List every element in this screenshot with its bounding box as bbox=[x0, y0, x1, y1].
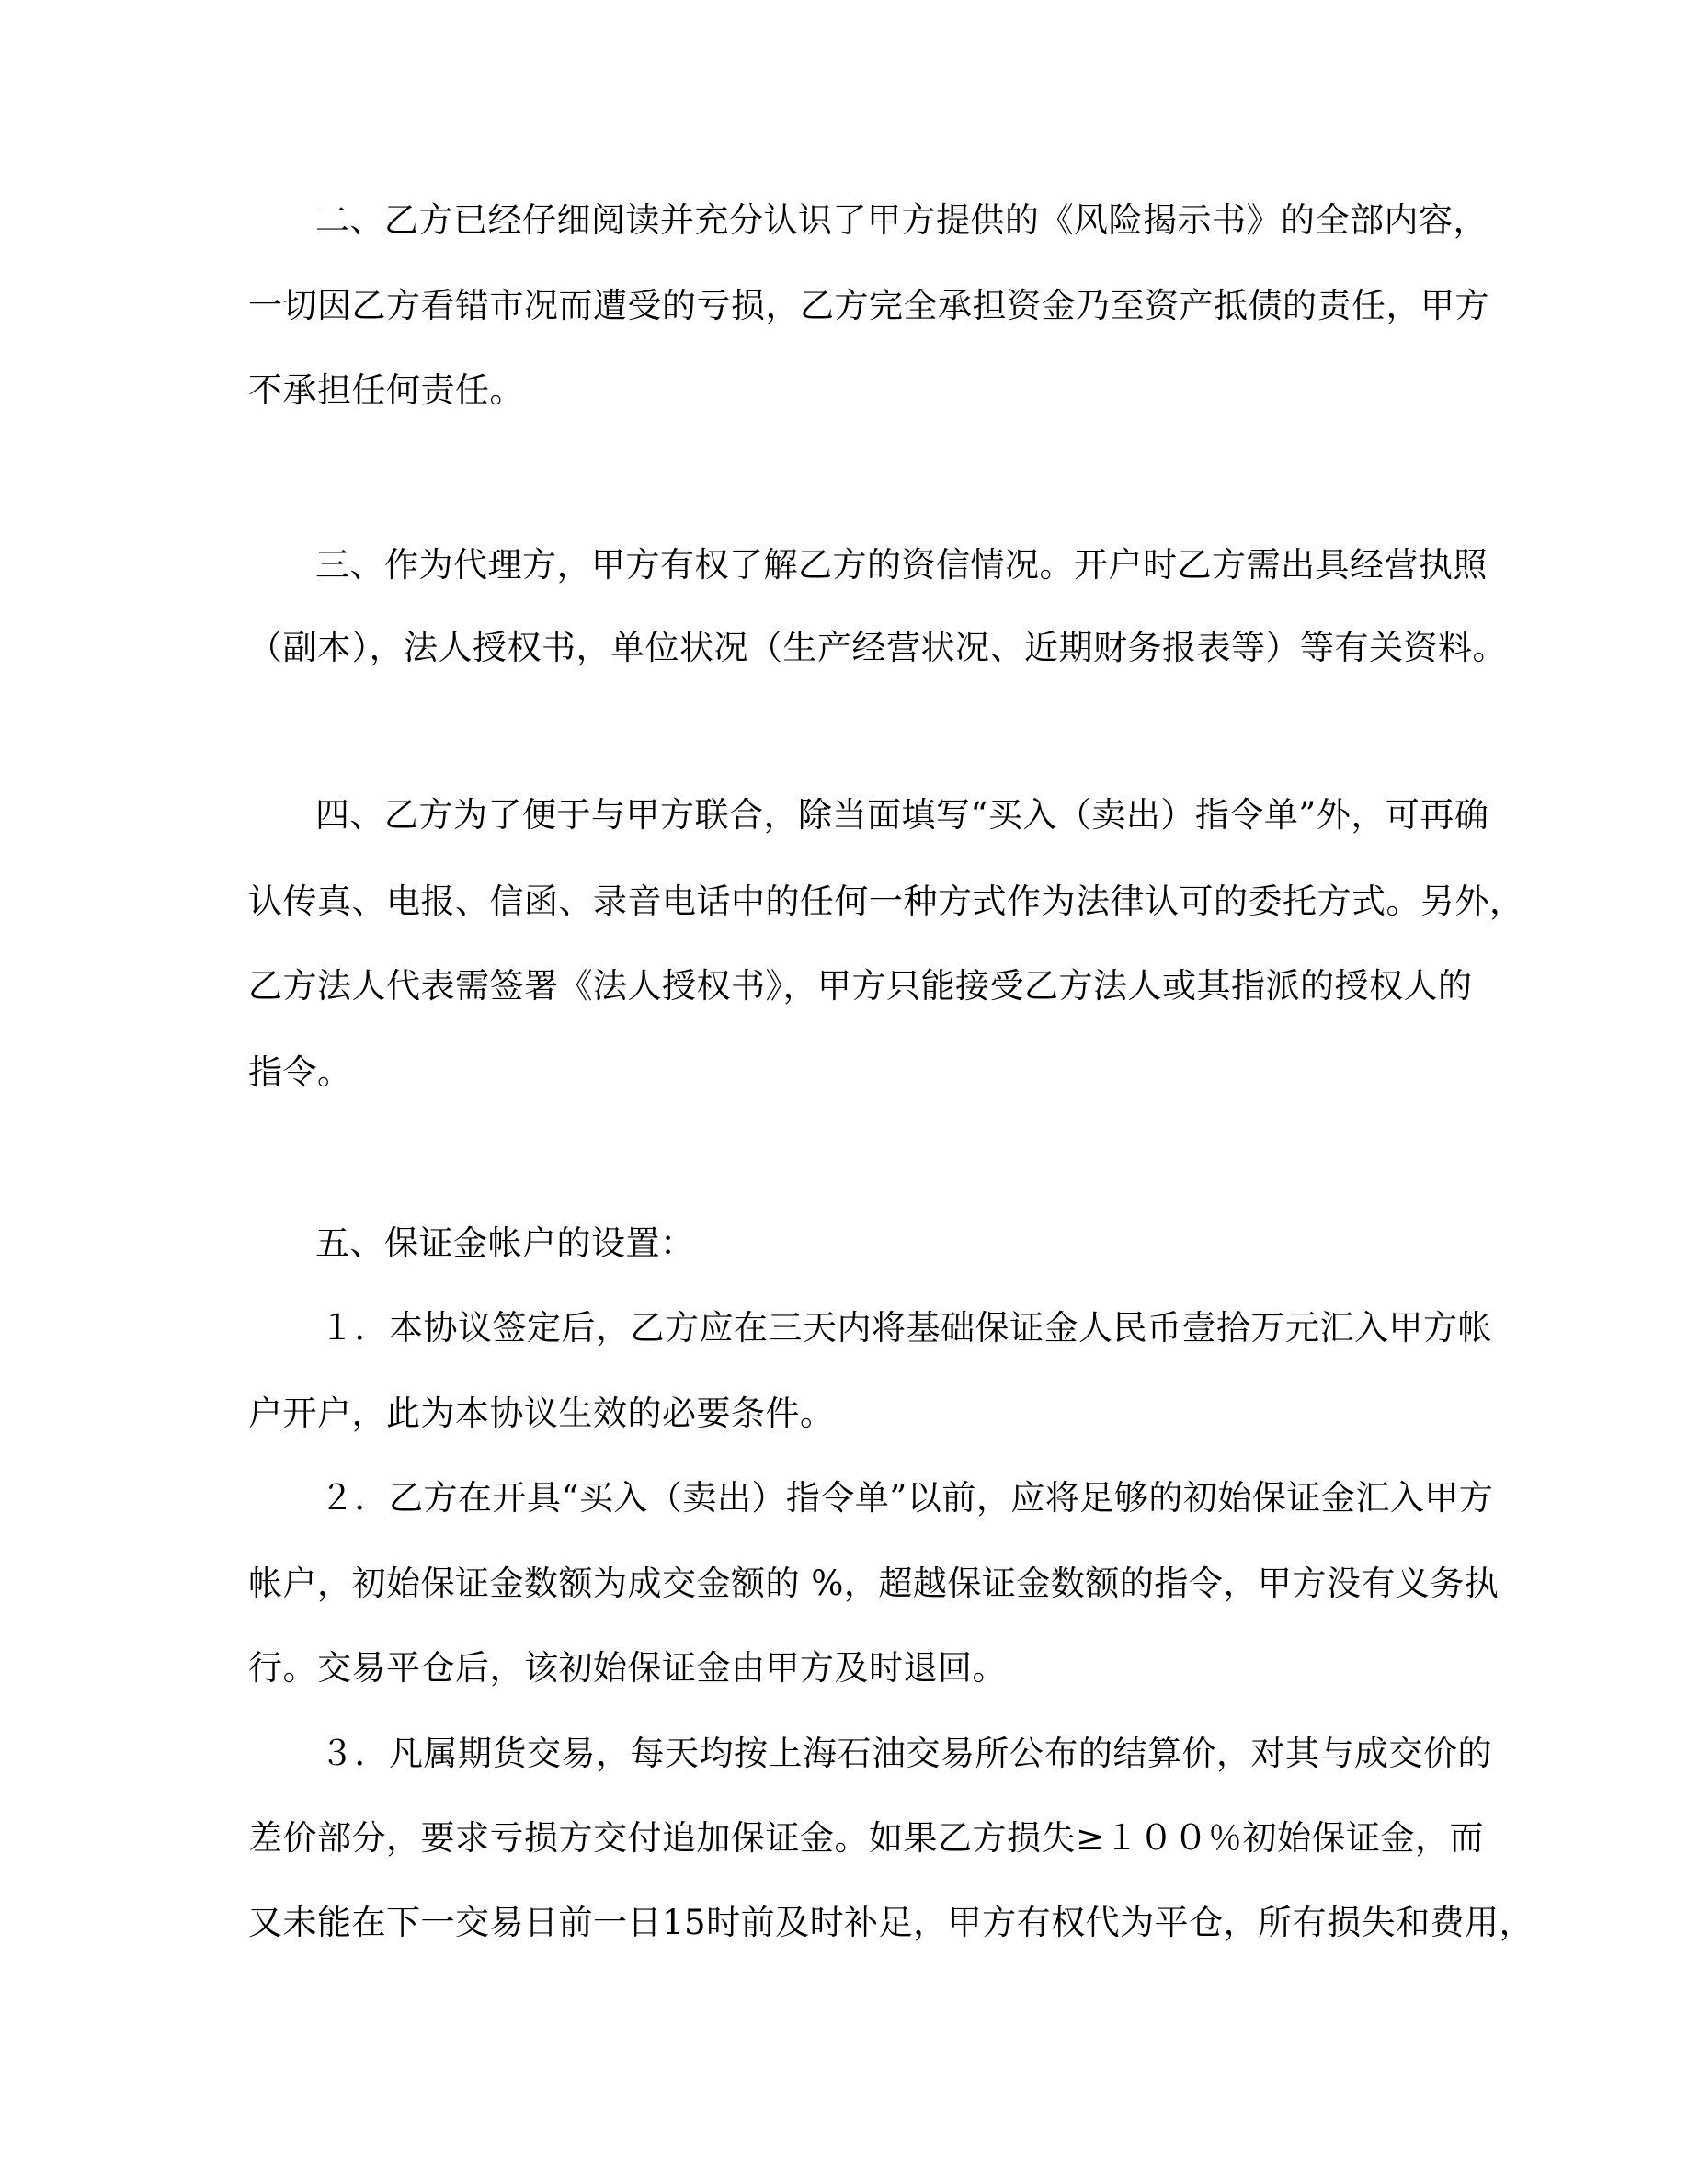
section-4-line-1: 四、乙方为了便于与甲方联合，除当面填写“买入（卖出）指令单”外，可再确 bbox=[315, 795, 1489, 835]
section-4-line-2: 认传真、电报、信函、录音电话中的任何一种方式作为法律认可的委托方式。另外， bbox=[248, 882, 1524, 921]
section-2-line-2: 一切因乙方看错市况而遭受的亏损，乙方完全承担资金乃至资产抵债的责任，甲方 bbox=[248, 286, 1489, 325]
section-5-item-2-line-2: 帐户，初始保证金数额为成交金额的 %，超越保证金数额的指令，甲方没有义务执 bbox=[248, 1564, 1500, 1603]
section-2-line-3: 不承担任何责任。 bbox=[248, 370, 524, 410]
section-5-item-2-line-3: 行。交易平仓后，该初始保证金由甲方及时退回。 bbox=[248, 1648, 1007, 1688]
section-5-item-2-line-1: ２．乙方在开具“买入（卖出）指令单”以前，应将足够的初始保证金汇入甲方 bbox=[320, 1478, 1494, 1518]
section-2-line-1: 二、乙方已经仔细阅读并充分认识了甲方提供的《风险揭示书》的全部内容， bbox=[315, 200, 1488, 240]
section-5-item-3-line-2: 差价部分，要求亏损方交付追加保证金。如果乙方损失≥１００％初始保证金，而 bbox=[248, 1818, 1484, 1858]
section-5-item-1-line-1: １．本协议签定后，乙方应在三天内将基础保证金人民币壹拾万元汇入甲方帐 bbox=[320, 1308, 1492, 1348]
section-3-line-2: （副本），法人授权书，单位状况（生产经营状况、近期财务报表等）等有关资料。 bbox=[248, 628, 1507, 667]
section-5-heading: 五、保证金帐户的设置： bbox=[315, 1223, 695, 1263]
section-4-line-4: 指令。 bbox=[248, 1052, 352, 1092]
section-5-item-3-line-1: ３．凡属期货交易，每天均按上海石油交易所公布的结算价，对其与成交价的 bbox=[320, 1734, 1492, 1773]
section-5-item-1-line-2: 户开户，此为本协议生效的必要条件。 bbox=[248, 1393, 835, 1433]
section-4-line-3: 乙方法人代表需签署《法人授权书》，甲方只能接受乙方法人或其指派的授权人的 bbox=[248, 966, 1473, 1006]
section-3-line-1: 三、作为代理方，甲方有权了解乙方的资信情况。开户时乙方需出具经营执照 bbox=[315, 545, 1488, 585]
section-5-item-3-line-3: 又未能在下一交易日前一日15时前及时补足，甲方有权代为平仓，所有损失和费用， bbox=[248, 1903, 1534, 1942]
